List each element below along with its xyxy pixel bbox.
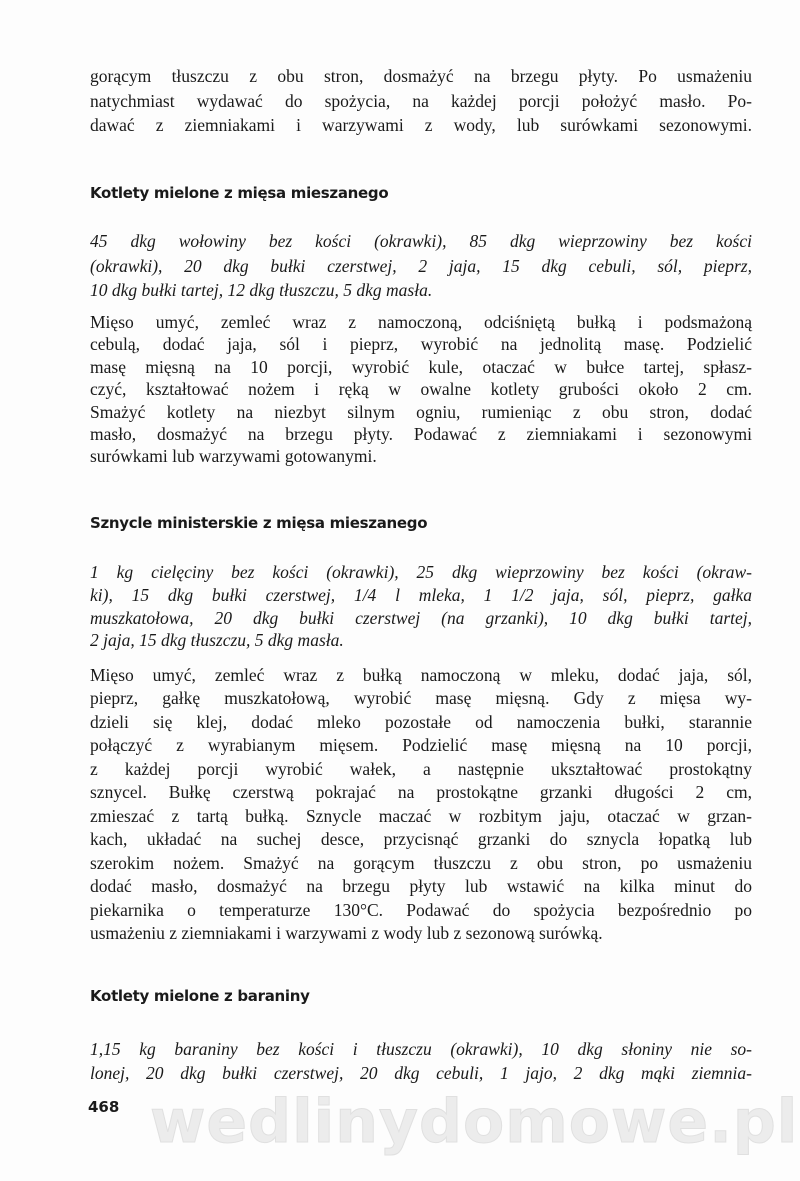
- text-line: piekarnika o temperaturze 130°C. Podawać do spożycia bezpośrednio po: [90, 899, 752, 920]
- text-line: połączyć z wyrabianym mięsem. Podzielić masę mięsną na 10 porcji,: [90, 735, 752, 756]
- text-line: Mięso umyć, zemleć wraz z bułką namoczoną w mleku, dodać jaja, sól,: [90, 665, 752, 685]
- text-line: Smażyć kotlety na niezbyt silnym ogniu, rumieniąc z obu stron, dodać: [90, 401, 752, 422]
- text-line: natychmiast wydawać do spożycia, na każdej porcji położyć masło. Po-: [90, 90, 752, 111]
- text-line: z każdej porcji wyrobić wałek, a następnie ukształtować prostokątny: [90, 758, 752, 779]
- method-paragraph: [90, 311, 752, 468]
- text-line: masę mięsną na 10 porcji, wyrobić kule, otaczać w bułce tartej, spłasz-: [90, 356, 752, 377]
- continuation-paragraph: [90, 64, 752, 138]
- recipe-title: Kotlety mielone z baraniny: [90, 987, 310, 1005]
- text-line: surówkami lub warzywami gotowanymi.: [90, 446, 377, 467]
- text-line: muszkatołowa, 20 dkg bułki czerstwej (na grzanki), 10 dkg bułki tartej,: [90, 607, 752, 628]
- text-line: usmażeniu z ziemniakami i warzywami z wody lub z sezonową surówką.: [90, 922, 603, 943]
- text-line: Mięso umyć, zemleć wraz z namoczoną, odciśniętą bułką i podsmażoną: [90, 312, 752, 332]
- text-line: dzieli się klej, dodać mleko pozostałe od namoczenia bułki, starannie: [90, 711, 752, 732]
- text-line: dodać masło, dosmażyć na brzegu płyty lub wstawić na kilka minut do: [90, 876, 752, 897]
- recipe-title: Kotlety mielone z mięsa mieszanego: [90, 184, 389, 202]
- ingredients-list: [90, 229, 752, 303]
- text-line: 45 dkg wołowiny bez kości (okrawki), 85 dkg wieprzowiny bez kości: [90, 231, 752, 251]
- text-line: masło, dosmażyć na brzegu płyty. Podawać z ziemniakami i sezonowymi: [90, 424, 752, 445]
- text-line: zmieszać z tartą bułką. Sznycle maczać w rozbitym jaju, otaczać w grzan-: [90, 805, 752, 826]
- text-line: czyć, kształtować nożem i ręką w owalne kotlety grubości około 2 cm.: [90, 379, 752, 400]
- recipe-title: Sznycle ministerskie z mięsa mieszanego: [90, 514, 428, 532]
- text-line: szerokim nożem. Smażyć na gorącym tłuszczu z obu stron, po usmażeniu: [90, 852, 752, 873]
- text-line: ki), 15 dkg bułki czerstwej, 1/4 l mleka, 1 1/2 jaja, sól, pieprz, gałka: [90, 584, 752, 605]
- text-line: 1 kg cielęciny bez kości (okrawki), 25 dkg wieprzowiny bez kości (okraw-: [90, 562, 752, 582]
- text-line: 2 jaja, 15 dkg tłuszczu, 5 dkg masła.: [90, 630, 344, 651]
- text-line: dawać z ziemniakami i warzywami z wody, lub surówkami sezonowymi.: [90, 115, 752, 135]
- text-line: pieprz, gałkę muszkatołową, wyrobić masę mięsną. Gdy z mięsa wy-: [90, 688, 752, 709]
- ingredients-list: [90, 561, 752, 652]
- text-line: 10 dkg bułki tartej, 12 dkg tłuszczu, 5 dkg masła.: [90, 280, 433, 300]
- text-line: lonej, 20 dkg bułki czerstwej, 20 dkg cebuli, 1 jajo, 2 dkg mąki ziemnia-: [90, 1063, 752, 1083]
- page-number: 468: [88, 1098, 120, 1116]
- text-line: 1,15 kg baraniny bez kości i tłuszczu (okrawki), 10 dkg słoniny nie so-: [90, 1039, 752, 1059]
- text-line: gorącym tłuszczu z obu stron, dosmażyć na brzegu płyty. Po usmażeniu: [90, 66, 752, 86]
- ingredients-list: [90, 1037, 752, 1085]
- text-line: (okrawki), 20 dkg bułki czerstwej, 2 jaja, 15 dkg cebuli, sól, pieprz,: [90, 255, 752, 276]
- method-paragraph: [90, 664, 752, 945]
- watermark: wedlinydomowe.pl: [150, 1087, 799, 1157]
- text-line: kach, układać na suchej desce, przycisnąć grzanki do sznycla łopatką lub: [90, 829, 752, 850]
- text-line: sznycel. Bułkę czerstwą pokrajać na prostokątne grzanki długości 2 cm,: [90, 782, 752, 803]
- text-line: cebulą, dodać jaja, sól i pieprz, wyrobić na jednolitą masę. Podzielić: [90, 334, 752, 355]
